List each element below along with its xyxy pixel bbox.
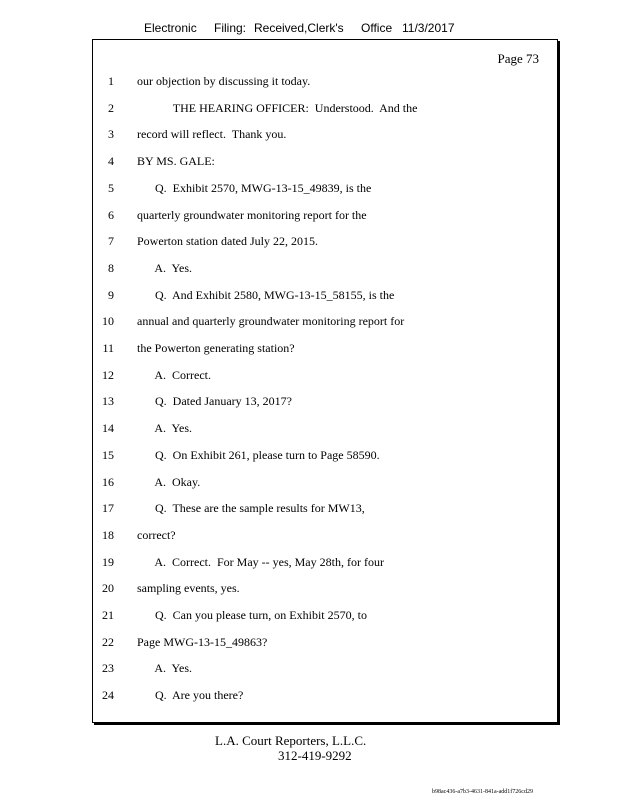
line-text: record will reflect. Thank you. — [137, 127, 287, 142]
transcript-line — [93, 608, 557, 635]
line-number: 7 — [108, 234, 114, 249]
line-number: 21 — [102, 608, 114, 622]
transcript-line — [93, 475, 557, 502]
line-text: THE HEARING OFFICER: Understood. And the — [137, 100, 418, 115]
line-text: Q. Can you please turn, on Exhibit 2570, to — [137, 608, 367, 622]
line-number: 12 — [102, 367, 114, 382]
footer-phone: 312-419-9292 — [278, 748, 352, 763]
transcript-line — [93, 74, 557, 101]
line-text: correct? — [137, 527, 176, 542]
page-number: Page 73 — [497, 51, 539, 66]
transcript-line — [93, 501, 557, 528]
header-date: 11/3/2017 — [402, 21, 455, 35]
line-number: 5 — [108, 180, 114, 195]
footer-company: L.A. Court Reporters, L.L.C. — [215, 733, 367, 748]
line-number: 16 — [102, 474, 114, 489]
line-text: Powerton station dated July 22, 2015. — [137, 234, 318, 249]
line-number: 3 — [108, 127, 114, 142]
line-text: our objection by discussing it today. — [137, 74, 311, 88]
line-number: 6 — [108, 207, 114, 222]
line-text: Q. Dated January 13, 2017? — [137, 394, 292, 409]
transcript-line — [93, 261, 557, 288]
line-text: the Powerton generating station? — [137, 341, 295, 355]
line-text: Q. Are you there? — [137, 688, 244, 703]
line-number: 9 — [108, 287, 114, 302]
transcript-line — [93, 181, 557, 208]
transcript-line — [93, 127, 557, 154]
transcript-line — [93, 581, 557, 608]
line-number: 2 — [108, 100, 114, 115]
line-number: 8 — [108, 260, 114, 275]
line-text: A. Yes. — [137, 260, 193, 275]
transcript-line — [93, 421, 557, 448]
line-number: 15 — [102, 447, 114, 462]
line-number: 4 — [108, 154, 114, 169]
transcript-line — [93, 234, 557, 261]
line-text: sampling events, yes. — [137, 581, 240, 596]
line-number: 19 — [102, 554, 114, 569]
transcript-line — [93, 288, 557, 315]
transcript-line — [93, 448, 557, 475]
line-text: annual and quarterly groundwater monitoring report for — [137, 314, 405, 329]
line-text: BY MS. GALE: — [137, 154, 215, 169]
transcript-line — [93, 661, 557, 688]
line-number: 13 — [102, 394, 114, 409]
line-text: Q. These are the sample results for MW13, — [137, 501, 365, 516]
header-electronic: Electronic — [144, 21, 197, 35]
line-number: 10 — [102, 314, 114, 329]
line-number: 1 — [108, 74, 114, 88]
transcript-line — [93, 368, 557, 395]
transcript-line — [93, 341, 557, 368]
filing-header — [0, 21, 618, 37]
transcript-line — [93, 688, 557, 715]
line-number: 11 — [102, 341, 114, 355]
line-text: Q. On Exhibit 261, please turn to Page 58590. — [137, 447, 380, 462]
transcript-line — [93, 394, 557, 421]
line-text: A. Okay. — [137, 474, 201, 489]
transcript-line — [93, 635, 557, 662]
line-number: 22 — [102, 634, 114, 649]
transcript-line — [93, 101, 557, 128]
line-text: A. Correct. — [137, 367, 211, 382]
transcript-line — [93, 528, 557, 555]
transcript-page — [92, 39, 558, 723]
document-id: b98ac436-a7b3-4631-841a-add1f726cd29 — [432, 789, 533, 795]
transcript-line — [93, 555, 557, 582]
line-text: A. Yes. — [137, 661, 193, 676]
header-office: Office — [361, 21, 393, 35]
line-number: 18 — [102, 527, 114, 542]
header-received-clerks: Received,Clerk's — [254, 21, 344, 35]
line-number: 20 — [102, 581, 114, 596]
line-text: quarterly groundwater monitoring report for the — [137, 207, 367, 222]
line-text: Page MWG-13-15_49863? — [137, 634, 268, 649]
line-number: 14 — [102, 421, 114, 436]
line-text: Q. And Exhibit 2580, MWG-13-15_58155, is the — [137, 287, 395, 302]
line-text: A. Yes. — [137, 421, 193, 436]
transcript-line — [93, 314, 557, 341]
header-filing: Filing: — [214, 21, 247, 35]
line-number: 23 — [102, 661, 114, 676]
line-number: 24 — [102, 688, 114, 703]
line-text: A. Correct. For May -- yes, May 28th, for four — [137, 554, 384, 569]
line-text: Q. Exhibit 2570, MWG-13-15_49839, is the — [137, 180, 372, 195]
transcript-line — [93, 154, 557, 181]
line-number: 17 — [102, 501, 114, 516]
transcript-line — [93, 208, 557, 235]
